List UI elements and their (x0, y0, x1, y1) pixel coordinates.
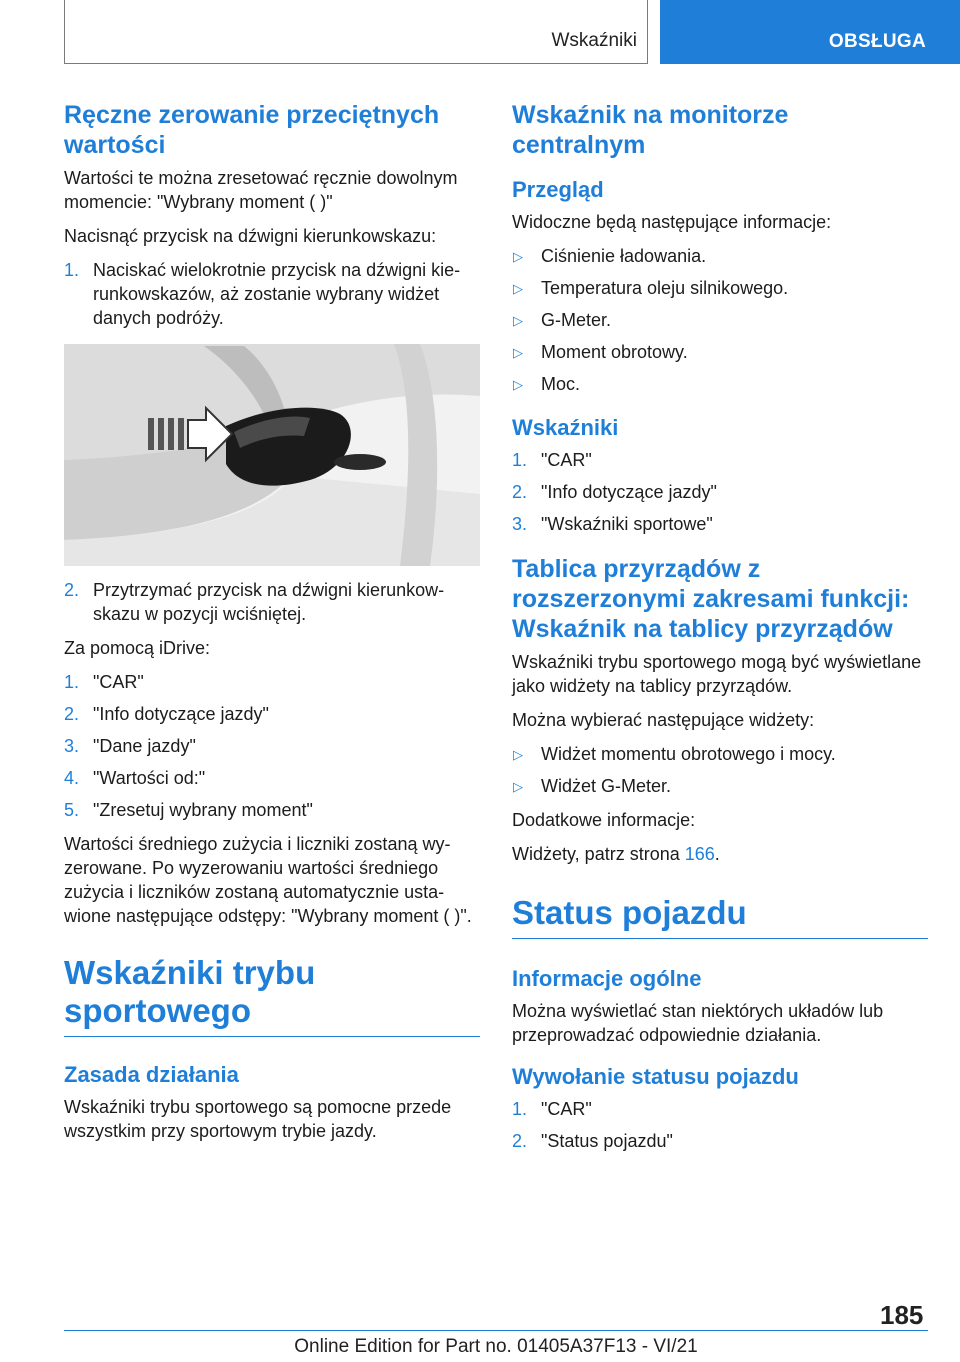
paragraph-idrive: Za pomocą iDrive: (64, 638, 211, 658)
triangle-right-icon: ▷ (513, 281, 523, 296)
steps-lever-cont (64, 578, 480, 626)
see-prefix: Widżety, patrz strona (512, 844, 685, 864)
paragraph-reset: Wartości te można zresetować ręcznie dowolnym momencie: "Wybrany moment ( )" (64, 168, 458, 212)
overview-list (512, 244, 928, 396)
turn-signal-lever-photo (64, 344, 480, 566)
step-number: 1. (512, 450, 528, 470)
list-item (512, 340, 928, 364)
step-number: 2. (512, 1131, 528, 1151)
steps-idrive (64, 670, 480, 822)
footer-rule (64, 1330, 928, 1331)
paragraph-press: Nacisnąć przycisk na dźwigni kierunkowskazu: (64, 226, 437, 246)
section-rule (512, 894, 928, 939)
list-item (512, 308, 928, 332)
running-header-box (64, 0, 648, 64)
right-column (512, 100, 928, 1163)
chapter-tab[interactable]: OBSŁUGA (660, 0, 960, 64)
triangle-right-icon: ▷ (513, 377, 523, 392)
list-item (512, 1129, 928, 1153)
steps-lever (64, 258, 480, 330)
list-item (512, 512, 928, 536)
step-number: 3. (64, 736, 80, 756)
step-number: 2. (64, 580, 80, 600)
section-title: Wskaźniki (551, 30, 637, 51)
triangle-right-icon: ▷ (513, 345, 523, 360)
list-item (64, 766, 480, 790)
heading-principle: Zasada działania (64, 1062, 239, 1087)
step-number: 1. (64, 260, 80, 280)
widget-list (512, 742, 928, 798)
step-text: "Zresetuj wybrany moment" (93, 800, 313, 820)
heading-sport-indicators: Wskaźniki trybu sportowego (64, 954, 316, 1029)
page-reference-link[interactable]: 166 (684, 844, 715, 864)
page-number: 185 (880, 1300, 924, 1330)
heading-indicators: Wskaźniki (512, 415, 619, 440)
call-steps (512, 1097, 928, 1153)
step-text: "Info dotyczące jazdy" (541, 482, 717, 502)
paragraph-additional: Dodatkowe informacje: (512, 810, 696, 830)
paragraph-select: Można wybierać następujące widżety: (512, 710, 815, 730)
paragraph-general: Można wyświetlać stan niektórych układów lub przeprowadzać odpowiednie działania. (512, 1001, 884, 1045)
step-text: "Wartości od:" (93, 768, 206, 788)
heading-overview: Przegląd (512, 177, 604, 202)
step-text: "Info dotyczące jazdy" (93, 704, 269, 724)
list-item (512, 276, 928, 300)
footer-edition: Online Edition for Part no. 01405A37F13 - VI/21 (294, 1336, 698, 1357)
list-item (64, 258, 480, 330)
step-number: 2. (512, 482, 528, 502)
heading-call-status: Wywołanie statusu pojazdu (512, 1064, 799, 1089)
step-text: "CAR" (541, 1099, 592, 1119)
list-item (512, 774, 928, 798)
paragraph-cluster: Wskaźniki trybu sportowego mogą być wyświetlane jako widżety na tablicy przyrządów. (512, 652, 922, 696)
step-number: 2. (64, 704, 80, 724)
paragraph-principle: Wskaźniki trybu sportowego są pomocne przede wszystkim przy sportowym trybie jazdy. (64, 1097, 452, 1141)
step-text: "CAR" (93, 672, 144, 692)
step-text: "Status pojazdu" (541, 1131, 673, 1151)
heading-vehicle-status: Status pojazdu (512, 894, 747, 931)
list-item (512, 244, 928, 268)
list-item (512, 448, 928, 472)
step-number: 4. (64, 768, 80, 788)
step-text: "Dane jazdy" (93, 736, 196, 756)
triangle-right-icon: ▷ (513, 249, 523, 264)
paragraph-after-reset: Wartości średniego zużycia i liczniki zostaną wyzerowane. Po wyzerowaniu wartości średniego zużycia i liczników zostaną automatycznie ustawione następujące odstępy: "Wybrany moment ( )". (64, 834, 472, 926)
list-item (512, 742, 928, 766)
item-text: Widżet G-Meter. (541, 776, 672, 796)
triangle-right-icon: ▷ (513, 313, 523, 328)
heading-central-display: Wskaźnik na monitorze centralnym (512, 101, 789, 159)
section-rule (64, 954, 480, 1037)
paragraph-see-page (512, 842, 928, 866)
step-number: 3. (512, 514, 528, 534)
list-item (512, 1097, 928, 1121)
list-item (64, 578, 480, 626)
step-text: Naciskać wielokrotnie przycisk na dźwigni kierunkowskazów, aż zostanie wybrany widżet danych podróży. (93, 260, 461, 328)
list-item (512, 480, 928, 504)
step-number: 5. (64, 800, 80, 820)
step-text: "Wskaźniki sportowe" (541, 514, 713, 534)
step-number: 1. (512, 1099, 528, 1119)
triangle-right-icon: ▷ (513, 779, 523, 794)
list-item (64, 734, 480, 758)
see-suffix: . (714, 844, 720, 864)
item-text: Moc. (541, 374, 581, 394)
item-text: Temperatura oleju silnikowego. (541, 278, 789, 298)
paragraph-visible: Widoczne będą następujące informacje: (512, 212, 832, 232)
list-item (64, 702, 480, 726)
left-column (64, 100, 480, 1153)
list-item (64, 798, 480, 822)
item-text: G-Meter. (541, 310, 612, 330)
item-text: Ciśnienie ładowania. (541, 246, 707, 266)
heading-general-info: Informacje ogólne (512, 966, 702, 991)
indicator-steps (512, 448, 928, 536)
item-text: Widżet momentu obrotowego i mocy. (541, 744, 836, 764)
heading-instrument-cluster: Tablica przyrządów z rozszerzonymi zakresami funkcji: Wskaźnik na tablicy przyrządów (512, 555, 910, 643)
item-text: Moment obrotowy. (541, 342, 688, 362)
step-text: Przytrzymać przycisk na dźwigni kierunkowskazu w pozycji wciśniętej. (93, 580, 445, 624)
heading-manual-reset: Ręczne zerowanie przeciętnych wartości (64, 101, 440, 159)
step-number: 1. (64, 672, 80, 692)
triangle-right-icon: ▷ (513, 747, 523, 762)
step-text: "CAR" (541, 450, 592, 470)
list-item (512, 372, 928, 396)
list-item (64, 670, 480, 694)
